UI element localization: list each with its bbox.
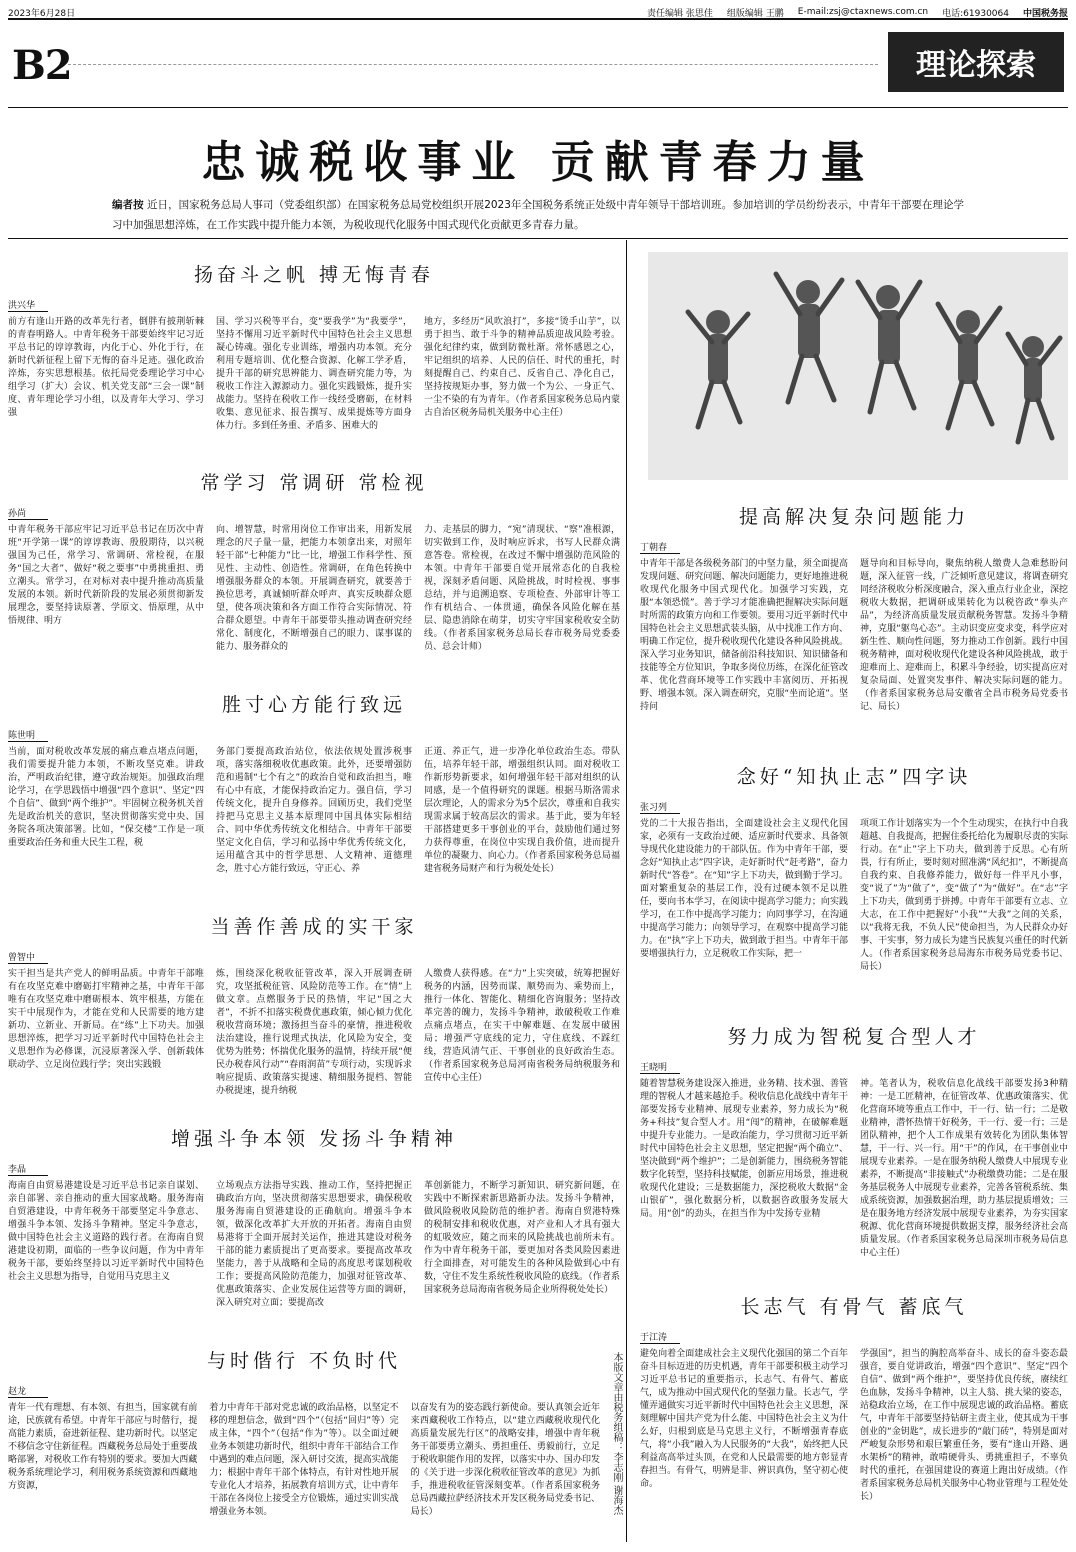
article-col: 着力中青年干部对党忠诚的政治品格，以坚定不移的理想信念，做到“四个”（包括“回归”等）完成主体，“四个”（包括“作为”等）。以全面过硬业务本领建功新时代，组织中青年干部结合工作中遇到的难点问题，深入研讨交流，提高实战能力；根据中青年干部个体特点，有针对性地开展专业化人才培养，拓展教育培训方式，让中青年干部在各岗位上接受全方位锻炼，通过实训实战增强业务本领。 (209, 1403, 399, 1517)
issue-date: 2023年6月28日 (8, 8, 76, 19)
article-col: 前方有逢山开路的改革先行者，倒胖有披荆斩棘的青春明路人。中青年税务干部要始终牢记习近平总书记的谆谆教诲，内化于心、外化于行，在新时代新征程上留下无悔的奋斗足迹。强化政治淬炼，夯实思想根基。依托局党委理论学习中心组学习（扩大）会议、机关党支部“三会一课”制度、青年理论学习小组，以及青年大学习、学习强 (8, 317, 204, 418)
article-author: 于江涛 (640, 1330, 680, 1344)
article-col: 学强国”，担当的胸腔高举奋斗、成长的奋斗姿态最强音，要自觉讲政治，增强“四个意识”、坚定“四个自信”、做到“两个维护”，要坚持优良传统，赓续红色血脉，发扬斗争精神，以主人翁、挑大梁的姿态，站稳政治立场，在工作中展现忠诚的政治品格。蓄底气，中青年干部要坚持钻研主责主业，使其成为干事创业的“金钥匙”，成长进步的“敲门砖”，特别是面对严峻复杂形势和艰巨繁重任务，要有“逢山开路、遇水架桥”的精神，敢啃硬骨头、勇挑重担子，不辜负时代的重托，在强国建设的赛道上跑出好成绩。（作者系国家税务总局机关服务中心物业管理与工程处处长） (860, 1349, 1068, 1502)
page-headline: 忠诚税收事业 贡献青春力量 (201, 137, 875, 188)
article-title: 长志气 有骨气 蓄底气 (740, 1296, 968, 1318)
article-col: 务部门要提高政治站位，依法依规处置涉税事项，落实落细税收优惠政策。此外，还要增强防范和遏制“七个有之”的政治自觉和政治担当，唯有心中有底，才能保持政治定力。强自信，学习传统文化，提升自身修养。回顾历史，我们党坚持把马克思主义基本原理同中国具体实际相结合、同中华优秀传统文化相结合。中青年干部要坚定文化自信，学习和弘扬中华优秀传统文化，运用蕴含其中的哲学思想、人文精神、道德理念，胜寸心方能行致远，守正心、养 (216, 747, 412, 874)
article-col: 立场观点方法指导实践、推动工作，坚持把握正确政治方向，坚决贯彻落实思想要求，确保税收服务海南自贸港建设的正确航向。增强斗争本领，做深化改革扩大开放的开拓者。海南自由贸易港将于全面开展封关运作，推进其建设对税务干部的能力素质提出了更高要求。要提高改革攻坚能力，善于从战略和全局的高度思考谋划税收工作；要提高风险防范能力，加强对征管改革、优惠政策落实、企业发展住运营等方面的调研，深入研究对立面；要提高改 (216, 1181, 412, 1308)
top-bar (8, 6, 1068, 20)
article-4 (8, 910, 620, 1122)
article-col: 炼，围绕深化税收征管改革，深入开展调查研究，攻坚抵税征管、风险防范等工作。在“情”上做文章。点燃服务于民的热情，牢记“国之大者”，不折不扣落实税费优惠政策，倾心倾力优化税收营商环境；激扬担当奋斗的豪情，推进税收法治建设，推行说理式执法，化风险为安全，变优势为胜势；怀揣优化服务的温情，持续开展“便民办税春风行动”“春雨润苗”专项行动，实现诉求响应提质、政策落实提速、精细服务提档、智能办税提速，提升纳税 (216, 969, 412, 1096)
article-6 (8, 1344, 600, 1548)
article-col: 当前，面对税收改革发展的痛点难点堵点问题，我们需要提升能力本领，不断攻坚克难。讲政治，严明政治纪律，遵守政治规矩。加强政治理论学习，在学思践悟中增强“四个意识”、坚定“四个自信”、做到“两个维护”。牢固树立税务机关首先是政治机关的意识，坚决贯彻落实党中央、国务院各项决策部署。比如，“保交楼”工作是一项重要政治任务和重大民生工程，税 (8, 747, 204, 848)
article-title: 增强斗争本领 发扬斗争精神 (170, 1128, 458, 1150)
article-author: 丁朝春 (640, 540, 680, 554)
article-col: 人缴费人获得感。在“力”上实突破，统筹把握好税务的内涵，因势而谋、顺势而为、乘势而上，推行一体化、智能化、精细化咨询服务；坚持改革完善的魄力，发扬斗争精神，敢破税收工作难点痛点堵点，在实干中解难题、在发展中破困局；增强严守底线的定力，守住底线、不踩红线，营造风清气正、干事创业的良好政治生态。（作者系国家税务总局河南省税务局纳税服务和宣传中心主任） (424, 969, 620, 1083)
article-col: 正道、养正气，进一步净化单位政治生态。带队伍，培养年轻干部，增强组织认同。面对税收工作新形势新要求，如何增强年轻干部对组织的认同感，是一个值得研究的课题。根据马斯洛需求层次理论，人的需求分为5个层次，尊重和自我实现需求属于较高层次的需求。基于此，要为年轻干部搭建更多干事创业的平台，鼓励他们通过努力获得尊重，在岗位中实现自我价值，进而提升单位的凝聚力、向心力。（作者系国家税务总局福建省税务局财产和行为税处处长） (424, 747, 620, 874)
article-col: 题导向和目标导向，聚焦纳税人缴费人急难愁盼问题，深入征管一线，广泛倾听意见建议，将调查研究同经济税收分析深度融合，深入重点行业企业，深挖税收大数据，把调研成果转化为以税咨政“拳头产品”，为经济高质量发展贡献税务智慧。发扬斗争精神，克服“躯鸟心态”。主动识变应变求变，科学应对新生性、顺向性问题，努力推动工作创新。践行中国税务精神，面对税收现代化建设各种风险挑战，敢于迎难而上、迎难而上，积累斗争经验，切实提高应对复杂局面、处置突发事件、解决实际问题的能力。（作者系国家税务总局安徽省全昌市税务局党委书记、局长） (860, 559, 1068, 712)
article-3 (8, 688, 620, 900)
article-col: 青年一代有理想、有本领、有担当，国家就有前途，民族就有希望。中青年干部应与时偕行，提高能力素质，奋进新征程、建功新时代。以坚定不移信念守住新征程。西藏税务总局处于重要战略部署，对税收工作有特别的要求。要加大西藏税务系统理论学习，利用税务系统资源和西藏地方资源， (8, 1403, 198, 1491)
article-col: 海南自由贸易港建设是习近平总书记亲自谋划、亲自部署、亲自推动的重大国家战略。服务海南自贸港建设，中青年税务干部要坚定斗争意志、增强斗争本领、发扬斗争精神。坚定斗争意志，做中国特色社会主义道路的践行者。在海南自贸港建设初期，面临的一些争议问题，作为中青年税务干部，要始终坚持以习近平新时代中国特色社会主义思想为指导，自觉用马克思主义 (8, 1181, 204, 1282)
article-col: 随着智慧税务建设深入推进，业务精、技术强、善管理的智税人才越来越抢手。税收信息化战线中青年干部要发扬专业精神、展现专业素养，努力成长为“税务+科技”复合型人才。用“闯”的精神，在破解难题中提升专业能力。一是政治能力，学习贯彻习近平新时代中国特色社会主义思想，坚定把握“两个确立”、坚决做到“两个维护”；二是创新能力，围绕税务智能数字化转型，坚持科技赋能，创新应用场景，推进税收现代化建设；三是数据能力，深挖税收大数据“金山银矿”，强化数据分析，以数据咨政服务发展大局。用“创”的劲头，在担当作为中发扬专业精 (640, 1079, 848, 1219)
article-col: 避免向着全面建成社会主义现代化强国的第二个百年奋斗目标迈进的历史机遇，青年干部要积极主动学习习近平总书记的重要指示，长志气、有骨气、蓄底气，成为推动中国式现代化的坚强力量。长志气，学懂弄通做实习近平新时代中国特色社会主义思想，深刻理解中国共产党为什么能、中国特色社会主义为什么好，归根到底是马克思主义行，不断增强青春底气，将“小我”融入为人民服务的“大我”，始终把人民利益高高举过头顶，在党和人民最需要的地方彰显青春担当。有骨气，明辨是非、辨识真伪，坚守初心使命。 (640, 1349, 848, 1489)
page-header (8, 28, 1068, 108)
article-title: 当善作善成的实干家 (210, 916, 418, 938)
article-col: 向、增智慧，时常用岗位工作审出来，用新发展理念的尺子量一量，把能力本领拿出来，对照年轻干部“七种能力”比一比，增强工作科学性、预见性、主动性、创造性。常调研，在角色转换中增强服务群众的本领。开展调查研究，就要善于换位思考，真诚倾听群众呼声、真实反映群众愿望，使各项决策和各方面工作符合实际情况、符合群众愿望。中青年干部要带头推动调查研究经常化、制度化，不断增强自己的眼力、谋事谋的能力、服务群众的 (216, 525, 412, 652)
article-2 (8, 466, 620, 678)
page-number: B2 (12, 42, 72, 89)
article-col: 力、走基层的脚力，“宛”清现状、“察”准根源，切实做到工作，及时响应诉求，书写人民群众满意答卷。常检视，在改过不懈中增强防范风险的本领。中青年干部要自觉开展常态化的自我检视，深刻矛盾问题、风险挑战，时时检视、事事总结，并与追溯追察、专项检查、外部审计等工作有机结合、一体贯通，确保各风险化解在基层、隐患消除在萌芽，切实守牢国家税收安全防线。（作者系国家税务总局长春市税务局党委委员、总会计师） (424, 525, 620, 652)
article-title: 努力成为智税复合型人才 (727, 1026, 981, 1048)
illustration-photo (648, 252, 1068, 480)
article-col: 党的二十大报告指出，全面建设社会主义现代化国家，必须有一支政治过硬、适应新时代要求、具备领导现代化建设能力的干部队伍。作为中青年干部，要念好“知执止志”四字诀，走好新时代“赶考路”，奋力新时代“答卷”。在“知”字上下功夫，做到勤于学习。面对繁重复杂的基层工作，没有过硬本领不足以胜任，要向书本学习，在阅读中提高学习能力；向实践学习，在工作中提高学习能力；向同事学习，在沟通中提高学习能力；向领导学习，在观察中提高学习能力。在“执”字上下功夫，做到敢于担当。中青年干部要增强执行力，立足税收工作实际，把一 (640, 819, 848, 959)
article-author: 陈世明 (8, 728, 48, 742)
article-10 (640, 1290, 1068, 1544)
article-5 (8, 1122, 620, 1334)
article-author: 孙尚 (8, 506, 48, 520)
editor-note (112, 195, 964, 235)
layout-editor: 组版编辑 王鹏 (726, 8, 784, 19)
article-title: 念好“知执止志”四字诀 (736, 766, 972, 788)
article-author: 洪兴华 (8, 298, 48, 312)
divider (8, 238, 1068, 239)
article-col: 国、学习兴税等平台，变“要我学”为“我要学”，坚持不懈用习近平新时代中国特色社会主义思想凝心铸魂。强化专业训练，增强内功本领。充分利用专题培训、优化整合资源、化解工学矛盾，提升干部的研究思辨能力、调查研究能力等，为税收工作注入源源动力。强化实践锻炼，提升实战能力。坚持在税收工作一线经受磨砺，在材料收集、意见征求、报告撰写、成果提炼等方面身体力行。多到任务重、矛盾多、困难大的 (216, 317, 412, 431)
article-7 (640, 500, 1068, 750)
column-divider (626, 240, 627, 1542)
article-col: 中青年税务干部应牢记习近平总书记在历次中青班“开学第一课”的谆谆教诲、殷殷期待，以兴税强国为己任，常学习、常调研、常检视，在服务“国之大者”、做好“税之要事”中勇挑重担、勇立潮头。常学习，在对标对表中提升推动高质量发展的本领。新时代新阶段的发展必须贯彻新发展理念，要坚持读原著、学原文、悟原理，从中悟规律、明方 (8, 525, 204, 626)
article-title: 常学习 常调研 常检视 (200, 472, 428, 494)
article-title: 胜寸心方能行致远 (221, 694, 406, 716)
editor-note-text: 近日，国家税务总局人事司（党委组织部）在国家税务总局党校组织开展2023年全国税务系统正处级中青年领导干部培训班。参加培训的学员纷纷表示，中青年干部要在理论学习中加强思想淬炼，在工作实践中提升能力本领，为税收现代化服务中国式现代化贡献更多青春力量。 (112, 199, 965, 231)
header-divider (68, 64, 878, 65)
section-title: 理论探索 (888, 32, 1064, 92)
article-col: 项项工作计划落实为一个个生动现实，在执行中自我超越、自我提高，把握住委托给化为履职尽责的实际行动。在“止”字上下功夫，做到善于反思。心有所畏，行有所止，要时刻对照准满“风纪扣”，不断提高自我约束、自我修养能力，做好每一件平凡小事，变“说了”为“做了”，变“做了”为“做好”。在“志”字上下功夫，做到勇于拼搏。中青年干部要有立志、立大志，在工作中把握好“小我”“大我”之间的关系，以“我将无我，不负人民”使命担当，为人民群众办好事、干实事，努力成长为建当民族复兴重任的时代新人。（作者系国家税务总局海东市税务局党委书记、局长） (860, 819, 1068, 972)
responsible-editor: 责任编辑 张思佳 (647, 8, 713, 19)
jumping-people-icon (648, 252, 1068, 480)
article-author: 曾智中 (8, 950, 48, 964)
editor-note-label: 编者按 (112, 199, 144, 211)
article-1 (8, 258, 620, 470)
article-col: 以奋发有为的姿态践行新使命。要认真领会近年来西藏税收工作特点，以“建立西藏税收现代化高质量发展先行区”的战略安排，增强中青年税务干部要勇立潮头、勇担重任、勇毅前行，立足于税收职能作用的发挥，以落实中办、国办印发的《关于进一步深化税收征管改革的意见》为抓手，推进税收征管深刻变革。（作者系国家税务总局西藏拉萨经济技术开发区税务局党委书记、局长） (410, 1403, 600, 1517)
article-author: 赵龙 (8, 1384, 48, 1398)
article-author: 李晶 (8, 1162, 48, 1176)
article-title: 提高解决复杂问题能力 (738, 506, 969, 528)
article-author: 王晓明 (640, 1060, 680, 1074)
paper-name: 中国税务报 (1022, 8, 1068, 19)
article-title: 扬奋斗之帆 搏无悔青春 (193, 264, 435, 286)
article-col: 中青年干部是各级税务部门的中坚力量，须全面提高发现问题、研究问题、解决问题能力，更好地推进税收现代化服务中国式现代化。加强学习实践，克服“本领恐慌”。善于学习才能准确把握解决实际问题时所需的政策方向和工作要领。要用习近平新时代中国特色社会主义思想武装头脑，从中找准工作方向、明确工作定位，提升税收现代化建设各种风险挑战。深入学习业务知识，储备前沿科技知识、知识储备和技能等全方位知识，争取多岗位历练，在深化征管改革、优化营商环境等工作实践中丰富阅历、开拓视野、增强本领。深入调查研究，克服“坐而论道”。坚持问 (640, 559, 848, 712)
article-9 (640, 1020, 1068, 1270)
article-col: 实干担当是共产党人的鲜明品质。中青年干部唯有在攻坚克难中磨砺打牢精神之基，中青年干部唯有在攻坚克难中磨砺根本、筑牢根基，方能在实干中展现作为，才能在党和人民需要的地方建新功、立新业、开新局。在“练”上下功夫。加强思想淬炼，把学习习近平新时代中国特色社会主义思想作为必修课，沉浸原著深入学、创新载体联动学、立足岗位践行学；突出实践锻 (8, 969, 204, 1070)
article-col: 地方，多经历“风吹浪打”，多接“烫手山芋”，以勇于担当、敢于斗争的精神品质迎战风险考验。强化纪律约束，做到防微杜渐。常怀感恩之心，牢记组织的培养、人民的信任、时代的重托，时刻提醒自己、约束自己、反省自己、净化自己，坚持按规矩办事，努力做一个为公、一身正气、一尘不染的有为青年。（作者系国家税务总局内蒙古自治区税务局机关服务中心主任） (424, 317, 620, 418)
article-col: 神。笔者认为，税收信息化战线干部要发扬3种精神：一是工匠精神，在征管改革、优惠政策落实、优化营商环境等重点工作中，干一行、钻一行；二是敬业精神，潜怀热情干好税务，干一行、爱一行；三是团队精神，把个人工作成果有效转化为团队集体智慧，干一行、兴一行。用“干”的作风，在干事创业中展现专业素养。一是在服务纳税人缴费人中展现专业素养，不断提高“非接触式”办税缴费功能；二是在服务基层税务人中展现专业素养，完善各管税系统、集成系统资源，加强数据治理，助力基层提质增效；三是在服务地方经济发展中展现专业素养，为夯实国家税源、优化营商环境提供数据支撑，服务经济社会高质量发展。（作者系国家税务总局深圳市税务局信息中心主任） (860, 1079, 1068, 1258)
article-8 (640, 760, 1068, 1010)
sidebar-credit: 本版文章由税务组稿：李志刚 谢海杰 (611, 1352, 622, 1516)
article-author: 张习列 (640, 800, 680, 814)
article-col: 革创新能力，不断学习新知识、研究新问题，在实践中不断探索新思路新办法。发扬斗争精神，做风险税收风险防范的维护者。海南自贸港特殊的税制安排和税收优惠，对产业和人才具有强大的虹吸效应，随之而来的风险挑战也前所未有。作为中青年税务干部，要更加对各类风险因素进行全面排查，对可能发生的各种风险做到心中有数，守住不发生系统性税收风险的底线。（作者系国家税务总局海南省税务局企业所得税处处长） (424, 1181, 620, 1295)
email[interactable]: E-mail:zsj@ctaxnews.com.cn (797, 7, 929, 17)
phone: 电话:61930064 (942, 8, 1009, 19)
article-title: 与时偕行 不负时代 (206, 1350, 402, 1372)
